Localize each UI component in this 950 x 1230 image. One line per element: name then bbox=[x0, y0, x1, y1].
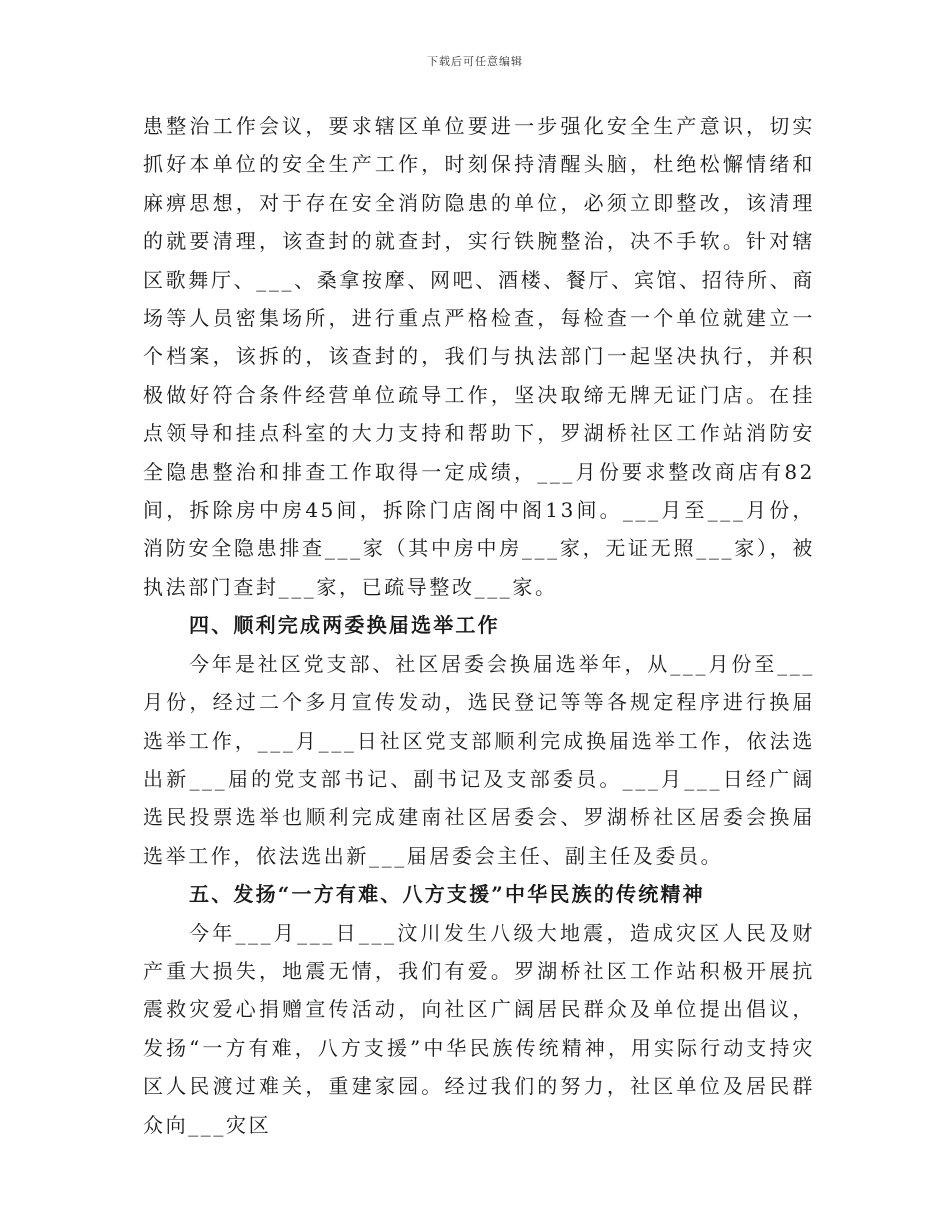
document-body bbox=[143, 107, 815, 1144]
paragraph-fire-safety: 患整治工作会议，要求辖区单位要进一步强化安全生产意识，切实抓好本单位的安全生产工作，时刻保持清醒头脑，杜绝松懈情绪和麻痹思想，对于存在安全消防隐患的单位，必须立即整改，该清理的就要清理，该查封的就查封，实行铁腕整治，决不手软。针对辖区歌舞厅、___、桑拿按摩、网吧、酒楼、餐厅、宾馆、招待所、商场等人员密集场所，进行重点严格检查，每检查一个单位就建立一个档案，该拆的，该查封的，我们与执法部门一起坚决执行，并积极做好符合条件经营单位疏导工作，坚决取缔无牌无证门店。在挂点领导和挂点科室的大力支持和帮助下，罗湖桥社区工作站消防安全隐患整治和排查工作取得一定成绩，___月份要求整改商店有82间，拆除房中房45间，拆除门店阁中阁13间。___月至___月份，消防安全隐患排查___家（其中房中房___家，无证无照___家），被执法部门查封___家，已疏导整改___家。 bbox=[143, 114, 815, 599]
paragraph-election: 今年是社区党支部、社区居委会换届选举年，从___月份至___月份，经过二个多月宣传发动，选民登记等等各规定程序进行换届选举工作，___月___日社区党支部顺利完成换届选举工作，依法选出新___届的党支部书记、副书记及支部委员。___月___日经广阔选民投票选举也顺利完成建南社区居委会、罗湖桥社区居委会换届选举工作，依法选出新___届居委会主任、副主任及委员。 bbox=[143, 651, 815, 868]
paragraph-earthquake-relief: 今年___月___日___汶川发生八级大地震，造成灾区人民及财产重大损失，地震无情，我们有爱。罗湖桥社区工作站积极开展抗震救灾爱心捐赠宣传活动，向社区广阔居民群众及单位提出倡议，发扬“一方有难，八方支援”中华民族传统精神，用实际行动支持灾区人民渡过难关，重建家园。经过我们的努力，社区单位及居民群众向___灾区 bbox=[143, 920, 815, 1137]
page-header: 下载后可任意编辑 bbox=[427, 55, 523, 68]
section-heading-election: 四、顺利完成两委换届选举工作 bbox=[189, 613, 500, 638]
section-heading-earthquake-relief: 五、发扬“一方有难、八方支援”中华民族的传统精神 bbox=[189, 882, 705, 907]
